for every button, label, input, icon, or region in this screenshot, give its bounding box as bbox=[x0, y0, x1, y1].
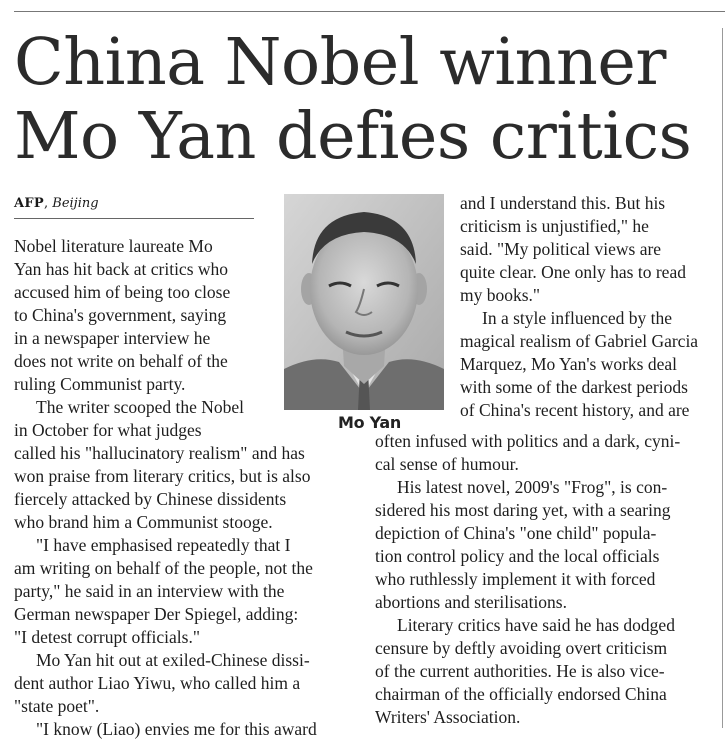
paragraph bbox=[14, 235, 268, 396]
text-line: in a newspaper interview he bbox=[14, 328, 211, 348]
text-line: in October for what judges bbox=[14, 420, 202, 440]
text-line: Mo Yan hit out at exiled-Chinese dissi- bbox=[36, 650, 310, 670]
text-line: "I know (Liao) envies me for this award bbox=[36, 719, 317, 739]
text-line: Nobel literature laureate Mo bbox=[14, 236, 213, 256]
headline bbox=[14, 26, 720, 174]
text-line: am writing on behalf of the people, not the bbox=[14, 558, 313, 578]
text-line: chairman of the officially endorsed China bbox=[375, 684, 667, 704]
text-line: of China's recent history, and are bbox=[460, 400, 690, 420]
headline-line-1: China Nobel winner bbox=[14, 25, 666, 100]
text-line: "I have emphasised repeatedly that I bbox=[36, 535, 291, 555]
text-line: does not write on behalf of the bbox=[14, 351, 228, 371]
text-line: who brand him a Communist stooge. bbox=[14, 512, 273, 532]
text-line: sidered his most daring yet, with a searing bbox=[375, 500, 671, 520]
text-line: Yan has hit back at critics who bbox=[14, 259, 229, 279]
author-photo bbox=[284, 194, 444, 410]
text-line: "I detest corrupt officials." bbox=[14, 627, 200, 647]
text-line: tion control policy and the local officials bbox=[375, 546, 660, 566]
text-line: said. "My political views are bbox=[460, 239, 662, 259]
text-line: accused him of being too close bbox=[14, 282, 231, 302]
text-line: censure by deftly avoiding overt criticism bbox=[375, 638, 668, 658]
text-line: party," he said in an interview with the bbox=[14, 581, 285, 601]
photo-caption: Mo Yan bbox=[338, 413, 401, 432]
right-column-bottom bbox=[375, 430, 715, 729]
text-line: my books." bbox=[460, 285, 541, 305]
paragraph bbox=[460, 192, 715, 307]
left-column-top bbox=[14, 235, 268, 442]
headline-line-2: Mo Yan defies critics bbox=[14, 99, 692, 174]
text-line: who ruthlessly implement it with forced bbox=[375, 569, 656, 589]
text-line: called his "hallucinatory realism" and has bbox=[14, 443, 305, 463]
byline-source: AFP bbox=[14, 196, 44, 211]
left-column-bottom bbox=[14, 442, 354, 741]
text-line: ruling Communist party. bbox=[14, 374, 186, 394]
right-column-top bbox=[460, 192, 715, 422]
text-line: dent author Liao Yiwu, who called him a bbox=[14, 673, 301, 693]
top-rule bbox=[14, 11, 725, 12]
text-line: often infused with politics and a dark, cyni- bbox=[375, 431, 681, 451]
paragraph bbox=[375, 614, 715, 729]
text-line: cal sense of humour. bbox=[375, 454, 519, 474]
portrait-image bbox=[284, 194, 444, 410]
paragraph bbox=[14, 534, 354, 649]
text-line: German newspaper Der Spiegel, adding: bbox=[14, 604, 299, 624]
paragraph bbox=[14, 718, 354, 741]
text-line: quite clear. One only has to read bbox=[460, 262, 686, 282]
text-line: fiercely attacked by Chinese dissidents bbox=[14, 489, 287, 509]
paragraph bbox=[14, 396, 268, 442]
text-line: magical realism of Gabriel Garcia bbox=[460, 331, 699, 351]
text-line: and I understand this. But his bbox=[460, 193, 666, 213]
byline-rule bbox=[14, 218, 254, 219]
text-line: of the current authorities. He is also vice- bbox=[375, 661, 665, 681]
text-line: criticism is unjustified," he bbox=[460, 216, 649, 236]
text-line: "state poet". bbox=[14, 696, 100, 716]
byline-separator: , bbox=[44, 196, 53, 211]
paragraph bbox=[460, 307, 715, 422]
text-line: abortions and sterilisations. bbox=[375, 592, 567, 612]
text-line: Marquez, Mo Yan's works deal bbox=[460, 354, 678, 374]
paragraph bbox=[375, 476, 715, 614]
byline-place: Beijing bbox=[52, 196, 99, 211]
text-line: to China's government, saying bbox=[14, 305, 227, 325]
column-rule bbox=[722, 28, 723, 728]
text-line: His latest novel, 2009's "Frog", is con- bbox=[397, 477, 668, 497]
text-line: won praise from literary critics, but is also bbox=[14, 466, 311, 486]
text-line: In a style influenced by the bbox=[482, 308, 673, 328]
text-line: The writer scooped the Nobel bbox=[36, 397, 244, 417]
paragraph bbox=[14, 649, 354, 718]
paragraph bbox=[375, 430, 715, 476]
paragraph bbox=[14, 442, 354, 534]
byline bbox=[14, 196, 99, 211]
text-line: Writers' Association. bbox=[375, 707, 521, 727]
text-line: Literary critics have said he has dodged bbox=[397, 615, 675, 635]
text-line: depiction of China's "one child" popula- bbox=[375, 523, 657, 543]
text-line: with some of the darkest periods bbox=[460, 377, 688, 397]
